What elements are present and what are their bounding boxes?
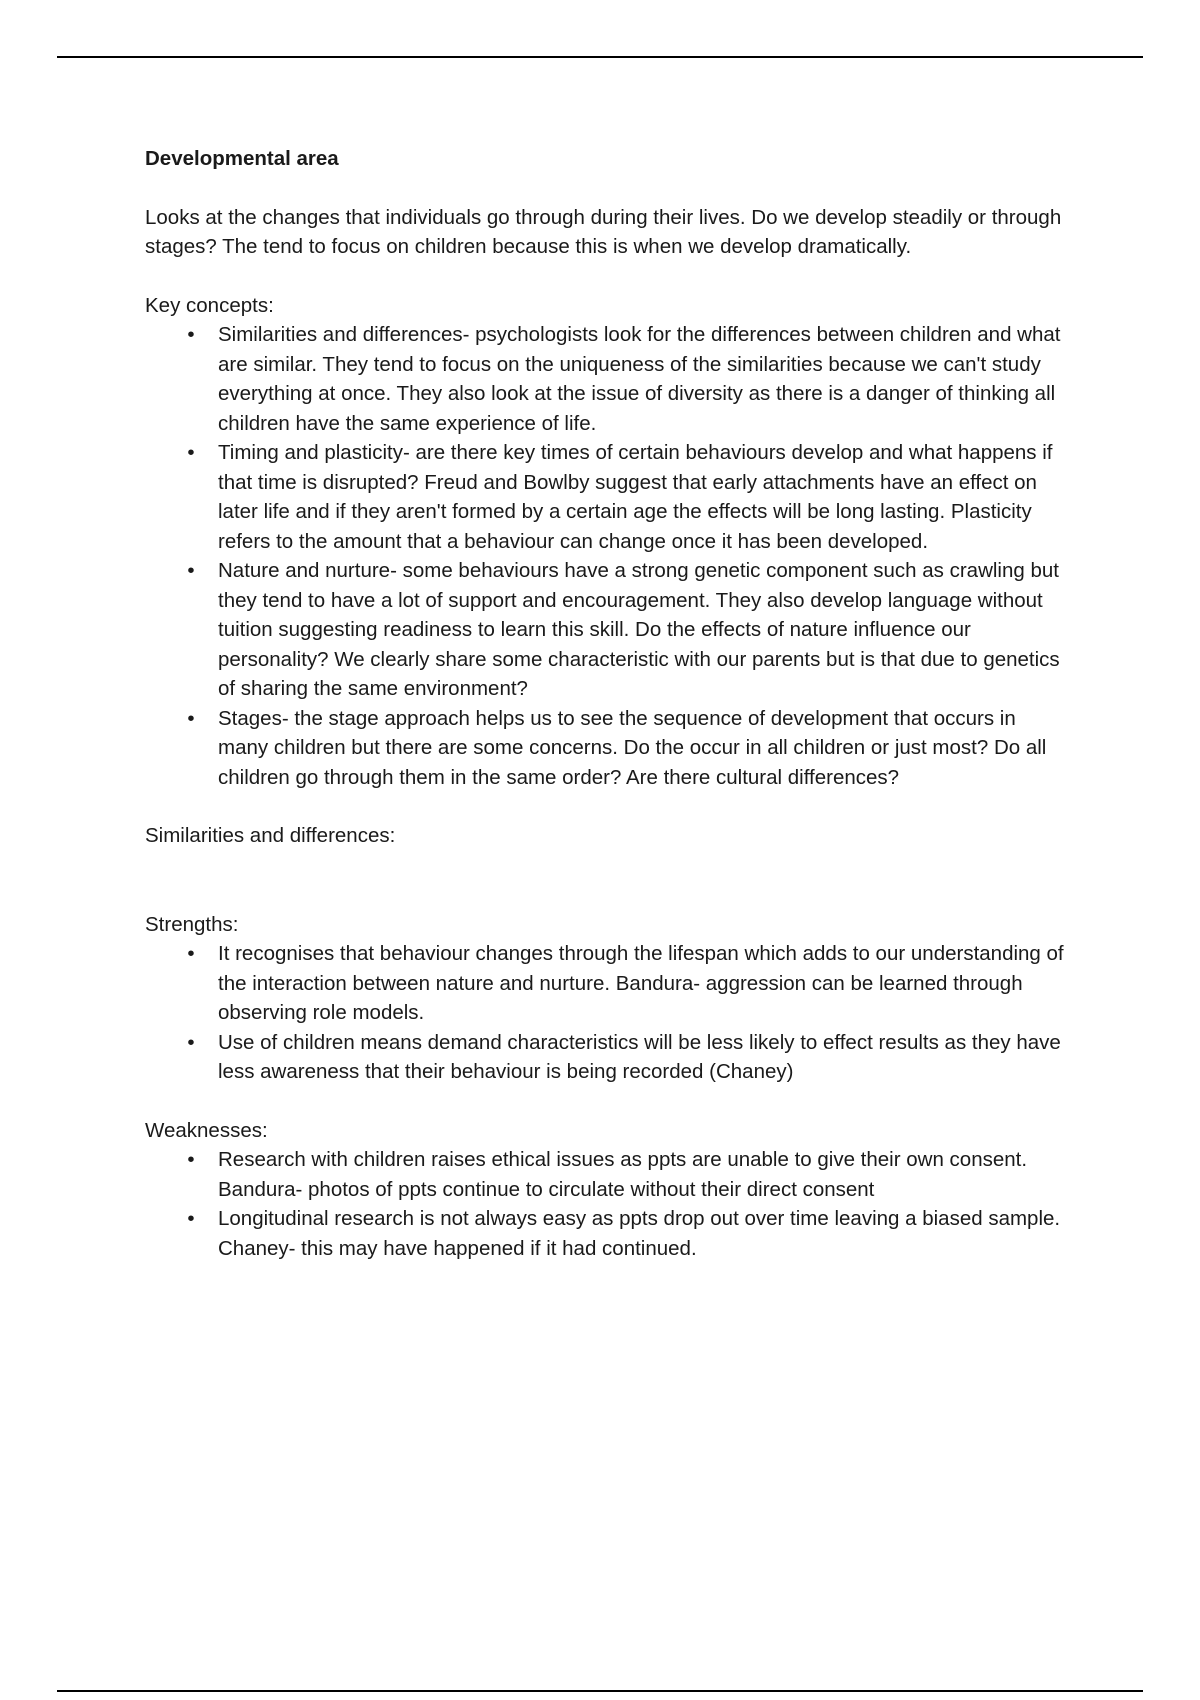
blank-space [145,851,1065,910]
list-item [145,438,1065,556]
bullet-icon: • [187,1148,195,1171]
document-body [145,144,1065,1292]
intro-paragraph: Looks at the changes that individuals go through during their lives. Do we develop steadily or through stages? The tend to focus on children because this is when we develop dramatically. [145,205,1062,258]
list-item [145,939,1065,1028]
list-item [145,704,1065,793]
list-item-text: Timing and plasticity- are there key times of certain behaviours develop and what happens if that time is disrupted? Freud and Bowlby suggest that early attachments have an effect on later life and if they aren't formed by a certain age the effects will be long lasting. Plasticity refers to the amount that a behaviour can change once it has been developed. [218,441,1053,553]
bullet-icon: • [187,1207,195,1230]
page-title: Developmental area [145,147,339,170]
list-item-text: Use of children means demand characteristics will be less likely to effect results as they have less awareness that their behaviour is being recorded (Chaney) [218,1030,1061,1083]
strengths-label: Strengths: [145,912,239,936]
list-item [145,1204,1065,1263]
bullet-icon: • [187,1030,195,1054]
weaknesses-list [145,1145,1065,1263]
similarities-label: Similarities and differences: [145,824,396,847]
bullet-icon: • [187,942,195,965]
key-concepts-list [145,320,1065,792]
list-item-text: Research with children raises ethical issues as ppts are unable to give their own consent. Bandura- photos of ppts continue to circulate without their direct consent [218,1148,1028,1201]
header-rule [57,56,1143,58]
list-item-text: Nature and nurture- some behaviours have a strong genetic component such as crawling but they tend to have a lot of support and encouragement. They also develop language without tuition suggesting readiness to learn this skill. Do the effects of nature influence our personality? We clearly share some characteristic with our parents but is that due to genetics of sharing the same environment? [218,559,1060,700]
list-item [145,556,1065,704]
strengths-list [145,939,1065,1087]
bullet-icon: • [187,441,195,464]
list-item [145,320,1065,438]
list-item-text: Stages- the stage approach helps us to see the sequence of development that occurs in many children but there are some concerns. Do the occur in all children or just most? Do all children go through them in the same order? Are there cultural differences? [218,706,1047,789]
bullet-icon: • [187,323,195,346]
bullet-icon: • [187,706,195,730]
key-concepts-label: Key concepts: [145,293,274,317]
bullet-icon: • [187,559,195,582]
list-item-text: Longitudinal research is not always easy as ppts drop out over time leaving a biased sample. Chaney- this may have happened if it had continued. [218,1207,1061,1260]
footer-rule [57,1690,1143,1692]
weaknesses-label: Weaknesses: [145,1118,268,1142]
list-item-text: Similarities and differences- psychologists look for the differences between children and what are similar. They tend to focus on the uniqueness of the similarities because we can't study everything at once. They also look at the issue of diversity as there is a danger of thinking all children have the same experience of life. [218,323,1061,435]
list-item [145,1028,1065,1087]
list-item-text: It recognises that behaviour changes through the lifespan which adds to our understanding of the interaction between nature and nurture. Bandura- aggression can be learned through observing role models. [218,942,1064,1024]
list-item [145,1145,1065,1204]
